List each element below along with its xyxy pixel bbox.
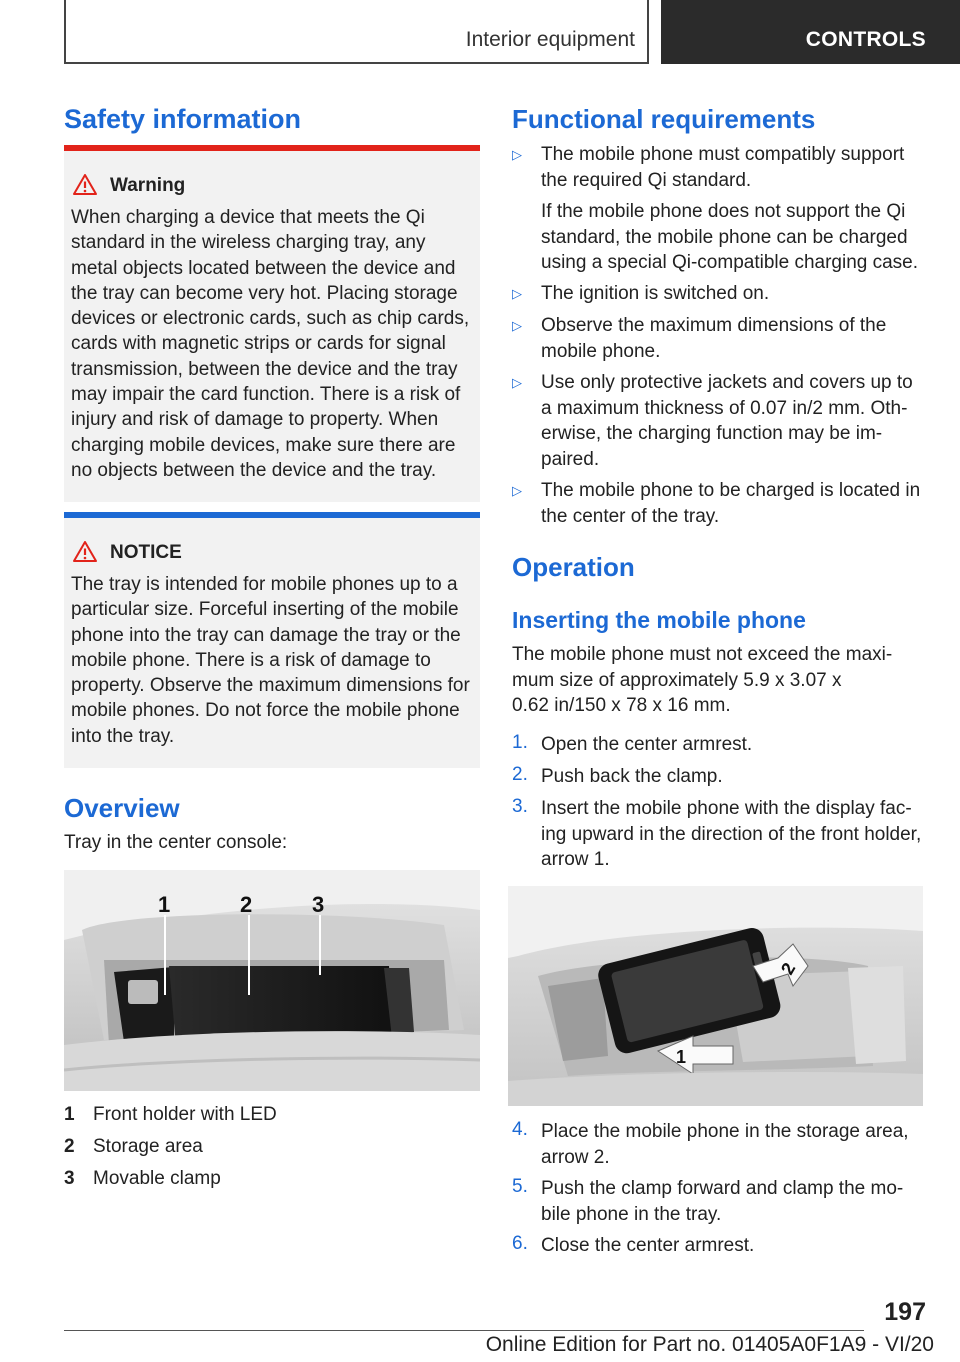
text-line: The ignition is switched on. — [541, 283, 770, 304]
text-line: The tray is intended for mobile phones up to a — [71, 574, 458, 595]
text-line: property. Observe the maximum dimensions for — [71, 675, 470, 697]
footer-rule — [64, 1330, 864, 1331]
operation-title: Operation — [512, 552, 635, 582]
text-line: Place the mobile phone in the storage area, — [541, 1121, 909, 1142]
tray-illustration — [64, 870, 480, 1091]
notice-bar — [64, 512, 480, 518]
text-line: no objects between the device and the tray. — [71, 459, 437, 481]
legend-number: 2 — [64, 1136, 75, 1157]
step-number: 6. — [512, 1233, 528, 1254]
legend-text: Storage area — [93, 1136, 203, 1157]
text-line: transmission, between the device and the tray — [71, 358, 458, 380]
text-line: phone into the tray can damage the tray or the — [71, 624, 461, 646]
text-line: using a special Qi-compatible charging case. — [541, 252, 919, 273]
text-line: When charging a device that meets the Qi — [71, 207, 425, 228]
triangle-bullet-icon: ▷ — [512, 375, 522, 390]
text-line: 0.62 in/150 x 78 x 16 mm. — [512, 695, 731, 716]
text-line: mobile phone. — [541, 340, 661, 362]
warning-box — [64, 145, 480, 502]
header-separator — [647, 0, 649, 64]
warning-triangle-icon — [72, 173, 98, 196]
overview-intro: Tray in the center console: — [64, 832, 288, 853]
step-number: 2. — [512, 764, 528, 785]
step-number: 1. — [512, 732, 528, 753]
operation-intro — [512, 642, 932, 719]
step-number: 3. — [512, 796, 528, 817]
notice-box — [64, 512, 480, 768]
callout-3: 3 — [312, 892, 325, 917]
text-line: The mobile phone must not exceed the maxi- — [512, 644, 893, 665]
arrow-1-label: 1 — [676, 1047, 687, 1067]
warning-label: Warning — [110, 175, 186, 196]
text-line: standard, the mobile phone can be charged — [541, 226, 908, 248]
text-line: standard in the wireless charging tray, any — [71, 232, 426, 254]
warning-bar — [64, 145, 480, 151]
overview-title: Overview — [64, 793, 180, 823]
notice-triangle-icon — [72, 540, 98, 563]
text-line: Push back the clamp. — [541, 766, 723, 787]
triangle-bullet-icon: ▷ — [512, 147, 522, 162]
text-line: a maximum thickness of 0.07 in/2 mm. Oth- — [541, 397, 908, 419]
text-line: If the mobile phone does not support the Qi — [541, 201, 906, 222]
step-number: 5. — [512, 1176, 528, 1197]
legend-text: Movable clamp — [93, 1168, 221, 1189]
footer-edition: Online Edition for Part no. 01405A0F1A9 - VI/20 — [485, 1333, 934, 1356]
callout-1: 1 — [158, 892, 171, 917]
text-line: The mobile phone must compatibly support — [541, 144, 905, 165]
requirements-title: Functional requirements — [512, 104, 816, 134]
legend-item — [64, 1136, 464, 1162]
header-tab — [661, 0, 960, 64]
header-tab-label: CONTROLS — [805, 28, 926, 51]
legend-number: 1 — [64, 1104, 75, 1125]
text-line: the required Qi standard. — [541, 169, 752, 191]
legend-number: 3 — [64, 1168, 75, 1189]
text-line: Push the clamp forward and clamp the mo- — [541, 1178, 904, 1199]
tray-figure — [64, 870, 480, 1091]
text-line: bile phone in the tray. — [541, 1203, 722, 1225]
text-line: Observe the maximum dimensions of the — [541, 315, 887, 336]
insert-phone-figure — [508, 886, 923, 1106]
text-line: arrow 1. — [541, 849, 610, 870]
text-line: the center of the tray. — [541, 505, 720, 527]
triangle-bullet-icon: ▷ — [512, 318, 522, 333]
text-line: Use only protective jackets and covers up to — [541, 372, 913, 393]
text-line: metal objects located between the device and — [71, 257, 456, 279]
text-line: Close the center armrest. — [541, 1235, 755, 1256]
text-line: Open the center armrest. — [541, 734, 753, 755]
text-line: mum size of approximately 5.9 x 3.07 x — [512, 669, 842, 691]
text-line: ing upward in the direction of the front holder, — [541, 823, 922, 845]
legend-item — [64, 1104, 464, 1130]
triangle-bullet-icon: ▷ — [512, 483, 522, 498]
text-line: The mobile phone to be charged is located in — [541, 480, 921, 501]
text-line: erwise, the charging function may be im- — [541, 423, 883, 444]
page-number: 197 — [884, 1298, 926, 1326]
triangle-bullet-icon: ▷ — [512, 286, 522, 301]
header-bottom-rule — [64, 62, 649, 64]
header-left-rule — [64, 0, 66, 64]
text-line: mobile phone. There is a risk of damage to — [71, 649, 431, 671]
insert-phone-illustration — [508, 886, 923, 1106]
text-line: devices or electronic cards, such as chip cards, — [71, 308, 470, 330]
callout-2: 2 — [240, 892, 253, 917]
legend-item — [64, 1168, 464, 1194]
safety-title: Safety information — [64, 104, 302, 134]
text-line: charging mobile devices, make sure there are — [71, 434, 456, 456]
text-line: cards with magnetic strips or cards for signal — [71, 333, 446, 355]
text-line: arrow 2. — [541, 1146, 610, 1168]
arrow-2-label: 2 — [777, 959, 800, 978]
header-section-title: Interior equipment — [465, 28, 635, 51]
step-number: 4. — [512, 1119, 528, 1140]
text-line: paired. — [541, 448, 600, 470]
notice-label: NOTICE — [110, 542, 182, 563]
text-line: injury and risk of damage to property. When — [71, 409, 439, 431]
operation-subtitle: Inserting the mobile phone — [512, 607, 806, 633]
text-line: the tray can become very hot. Placing storage — [71, 282, 458, 304]
text-line: particular size. Forceful inserting of the mobile — [71, 599, 459, 621]
notice-text — [71, 572, 476, 749]
legend-text: Front holder with LED — [93, 1104, 277, 1125]
warning-text — [71, 205, 476, 483]
text-line: mobile phones. Do not force the mobile phone — [71, 700, 460, 722]
text-line: into the tray. — [71, 725, 175, 747]
text-line: may impair the card function. There is a risk of — [71, 384, 461, 406]
text-line: Insert the mobile phone with the display fac- — [541, 798, 912, 819]
